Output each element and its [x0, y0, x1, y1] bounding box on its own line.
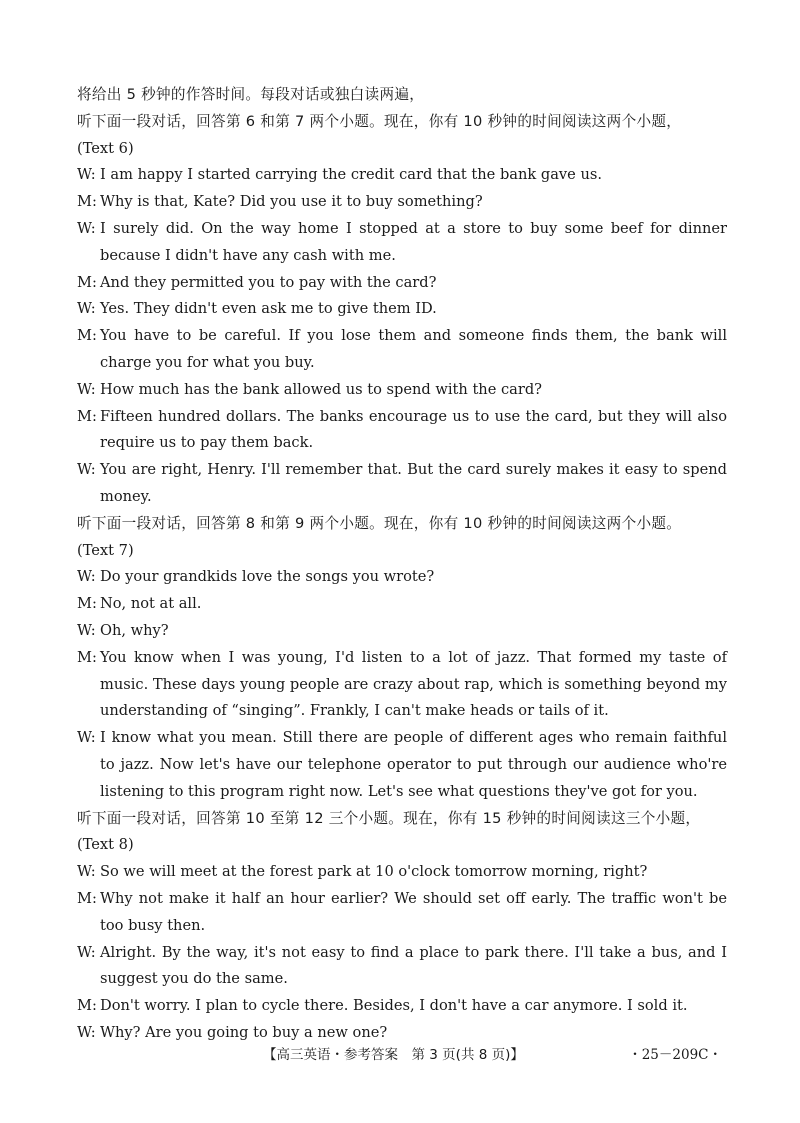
speech-text: You have to be careful. If you lose them and someone finds them, the bank will charge you for what you buy. — [100, 327, 727, 371]
speech-text: So we will meet at the forest park at 10 o'clock tomorrow morning, right? — [100, 863, 648, 881]
speaker-label: W: — [77, 943, 96, 961]
speech-text: I know what you mean. Still there are people of different ages who remain faithful to jazz. Now let's have our telephone operator to put through our audience who're listening to this program right now. Let's see what questions they've got for you. — [100, 729, 727, 800]
speech-text: Fifteen hundred dollars. The banks encourage us to use the card, but they will also require us to pay them back. — [100, 407, 727, 452]
speaker-label: W: — [77, 380, 96, 398]
speech-text: You are right, Henry. I'll remember that. But the card surely makes it easy to spend money. — [100, 461, 727, 505]
dialogue-turn — [77, 618, 727, 645]
instruction-q10-q12: 听下面一段对话，回答第 10 至第 12 三个小题。现在，你有 15 秒钟的时间阅读这三个小题， — [77, 809, 701, 827]
footer-doc-code: ・25－209C・ — [628, 1047, 722, 1063]
speech-text: And they permitted you to pay with the card? — [100, 273, 437, 291]
instruction-q6-q7: 听下面一段对话，回答第 6 和第 7 两个小题。现在，你有 10 秒钟的时间阅读这两个小题， — [77, 112, 682, 130]
speech-text: Why is that, Kate? Did you use it to buy something? — [100, 193, 483, 211]
speaker-label: M: — [77, 273, 97, 291]
speaker-label: W: — [77, 621, 96, 639]
speaker-label: W: — [77, 461, 96, 479]
text8-label: (Text 8) — [77, 836, 134, 854]
dialogue-turn — [77, 216, 727, 270]
dialogue-turn — [77, 377, 727, 404]
speaker-label: M: — [77, 997, 97, 1015]
speaker-label: M: — [77, 595, 97, 613]
speech-text: No, not at all. — [100, 595, 202, 613]
dialogue-turn — [77, 993, 727, 1020]
speaker-label: W: — [77, 300, 96, 318]
speaker-label: W: — [77, 863, 96, 881]
speech-text: Why? Are you going to buy a new one? — [100, 1023, 388, 1041]
speaker-label: M: — [77, 889, 97, 907]
dialogue-turn — [77, 270, 727, 297]
speech-text: You know when I was young, I'd listen to a lot of jazz. That formed my taste of music. These days young people are crazy about rap, which is something beyond my understanding of “singing”. Frankly, I can't make heads or tails of it. — [100, 648, 727, 720]
dialogue-turn — [77, 591, 727, 618]
speaker-label: W: — [77, 219, 96, 237]
speaker-label: M: — [77, 648, 97, 666]
dialogue-turn — [77, 162, 727, 189]
intro-instruction: 将给出 5 秒钟的作答时间。每段对话或独白读两遍， — [77, 86, 425, 103]
speech-text: Do your grandkids love the songs you wrote? — [100, 568, 435, 586]
speech-text: How much has the bank allowed us to spend with the card? — [100, 380, 542, 398]
dialogue-turn — [77, 725, 727, 805]
text6-dialogue — [77, 162, 727, 510]
dialogue-turn — [77, 645, 727, 725]
speaker-label: M: — [77, 407, 97, 425]
dialogue-turn — [77, 859, 727, 886]
speech-text: Alright. By the way, it's not easy to find a place to park there. I'll take a bus, and I suggest you do the same. — [100, 943, 727, 988]
dialogue-turn — [77, 457, 727, 511]
dialogue-turn — [77, 323, 727, 377]
speaker-label: W: — [77, 166, 96, 184]
text7-dialogue — [77, 564, 727, 805]
text6-label: (Text 6) — [77, 139, 134, 157]
speaker-label: M: — [77, 327, 97, 345]
speaker-label: W: — [77, 729, 96, 747]
instruction-q8-q9: 听下面一段对话，回答第 8 和第 9 两个小题。现在，你有 10 秒钟的时间阅读这两个小题。 — [77, 514, 682, 532]
speech-text: Why not make it half an hour earlier? We should set off early. The traffic won't be too busy then. — [100, 889, 727, 934]
dialogue-turn — [77, 189, 727, 216]
speech-text: Oh, why? — [100, 621, 169, 639]
speech-text: Don't worry. I plan to cycle there. Besides, I don't have a car anymore. I sold it. — [100, 997, 688, 1015]
speech-text: I am happy I started carrying the credit card that the bank gave us. — [100, 166, 602, 184]
dialogue-turn — [77, 296, 727, 323]
dialogue-turn — [77, 940, 727, 994]
speaker-label: M: — [77, 193, 97, 211]
dialogue-turn — [77, 404, 727, 458]
dialogue-turn — [77, 886, 727, 940]
speaker-label: W: — [77, 568, 96, 586]
text7-label: (Text 7) — [77, 541, 134, 559]
speaker-label: W: — [77, 1023, 96, 1041]
speech-text: I surely did. On the way home I stopped at a store to buy some beef for dinner because I didn't have any cash with me. — [100, 219, 727, 264]
page-content — [77, 82, 727, 1047]
speech-text: Yes. They didn't even ask me to give them ID. — [100, 300, 437, 318]
footer-page-info: 【高三英语・参考答案 第 3 页(共 8 页)】 — [263, 1047, 524, 1063]
text8-dialogue — [77, 859, 727, 1047]
dialogue-turn — [77, 564, 727, 591]
